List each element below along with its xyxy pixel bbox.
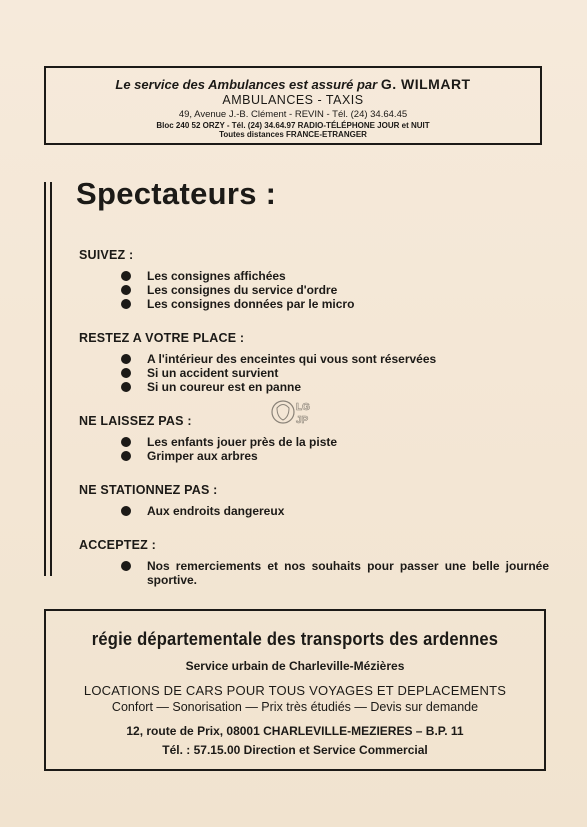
ambulance-ad-distances: Toutes distances FRANCE-ETRANGER <box>219 130 367 139</box>
bullet-icon <box>121 285 131 295</box>
list-item: Grimper aux arbres <box>121 449 549 463</box>
ambulance-ad-services: AMBULANCES - TAXIS <box>222 93 364 107</box>
section-suivez <box>79 248 549 311</box>
show-through <box>60 140 68 174</box>
list-item: Aux endroits dangereux <box>121 504 549 518</box>
ambulance-ad-box <box>44 66 542 145</box>
transport-ad-box <box>44 609 546 771</box>
vertical-rule-right <box>50 182 52 576</box>
ambulance-ad-prefix: Le service des Ambulances est assuré par <box>115 77 378 92</box>
bullet-icon <box>121 506 131 516</box>
section-ne-stationnez-pas <box>79 483 549 518</box>
ambulance-ad-address: 49, Avenue J.-B. Clément - REVIN - Tél. (24) 34.64.45 <box>178 109 408 120</box>
list-item: Les consignes du service d'ordre <box>121 283 549 297</box>
section-heading: NE STATIONNEZ PAS : <box>79 483 218 497</box>
list-item: Les consignes données par le micro <box>121 297 549 311</box>
collector-stamp-icon <box>270 396 318 430</box>
ambulance-ad-branch: Bloc 240 52 ORZY - Tél. (24) 34.64.97 RADIO-TÉLÉPHONE JOUR et NUIT <box>156 121 430 130</box>
bullet-icon <box>121 561 131 571</box>
section-heading: RESTEZ A VOTRE PLACE : <box>79 331 245 345</box>
bullet-icon <box>121 382 131 392</box>
transport-ad-locations: LOCATIONS DE CARS POUR TOUS VOYAGES ET DEPLACEMENTS <box>83 683 507 698</box>
bullet-icon <box>121 437 131 447</box>
svg-text:LG: LG <box>296 402 310 413</box>
list-item: Les enfants jouer près de la piste <box>121 435 549 449</box>
ambulance-ad-headline <box>46 76 540 92</box>
page-title: Spectateurs : <box>76 176 277 211</box>
transport-ad-address: 12, route de Prix, 08001 CHARLEVILLE-MEZIERES – B.P. 11 <box>126 724 464 738</box>
transport-ad-name: régie départementale des transports des ardennes <box>91 629 499 649</box>
bullet-icon <box>121 354 131 364</box>
section-heading: ACCEPTEZ : <box>79 538 156 552</box>
list-item: Si un accident survient <box>121 366 549 380</box>
transport-ad-service: Service urbain de Charleville-Mézières <box>185 659 405 673</box>
transport-ad-phone: Tél. : 57.15.00 Direction et Service Commercial <box>162 743 428 757</box>
ambulance-ad-brand: G. WILMART <box>380 76 471 92</box>
section-heading: NE LAISSEZ PAS : <box>79 414 192 428</box>
bullet-icon <box>121 451 131 461</box>
list-item: Si un coureur est en panne <box>121 380 549 394</box>
bullet-icon <box>121 271 131 281</box>
list-item: Les consignes affichées <box>121 269 549 283</box>
section-acceptez <box>79 538 549 587</box>
section-restez <box>79 331 549 394</box>
bullet-icon <box>121 368 131 378</box>
bullet-icon <box>121 299 131 309</box>
section-heading: SUIVEZ : <box>79 248 134 262</box>
list-item: Nos remerciements et nos souhaits pour passer une belle journée sportive. <box>121 559 549 587</box>
svg-text:JP: JP <box>296 415 309 426</box>
transport-ad-features: Confort — Sonorisation — Prix très étudiés — Devis sur demande <box>111 700 479 714</box>
list-item: A l'intérieur des enceintes qui vous sont réservées <box>121 352 549 366</box>
vertical-rule-left <box>44 182 46 576</box>
